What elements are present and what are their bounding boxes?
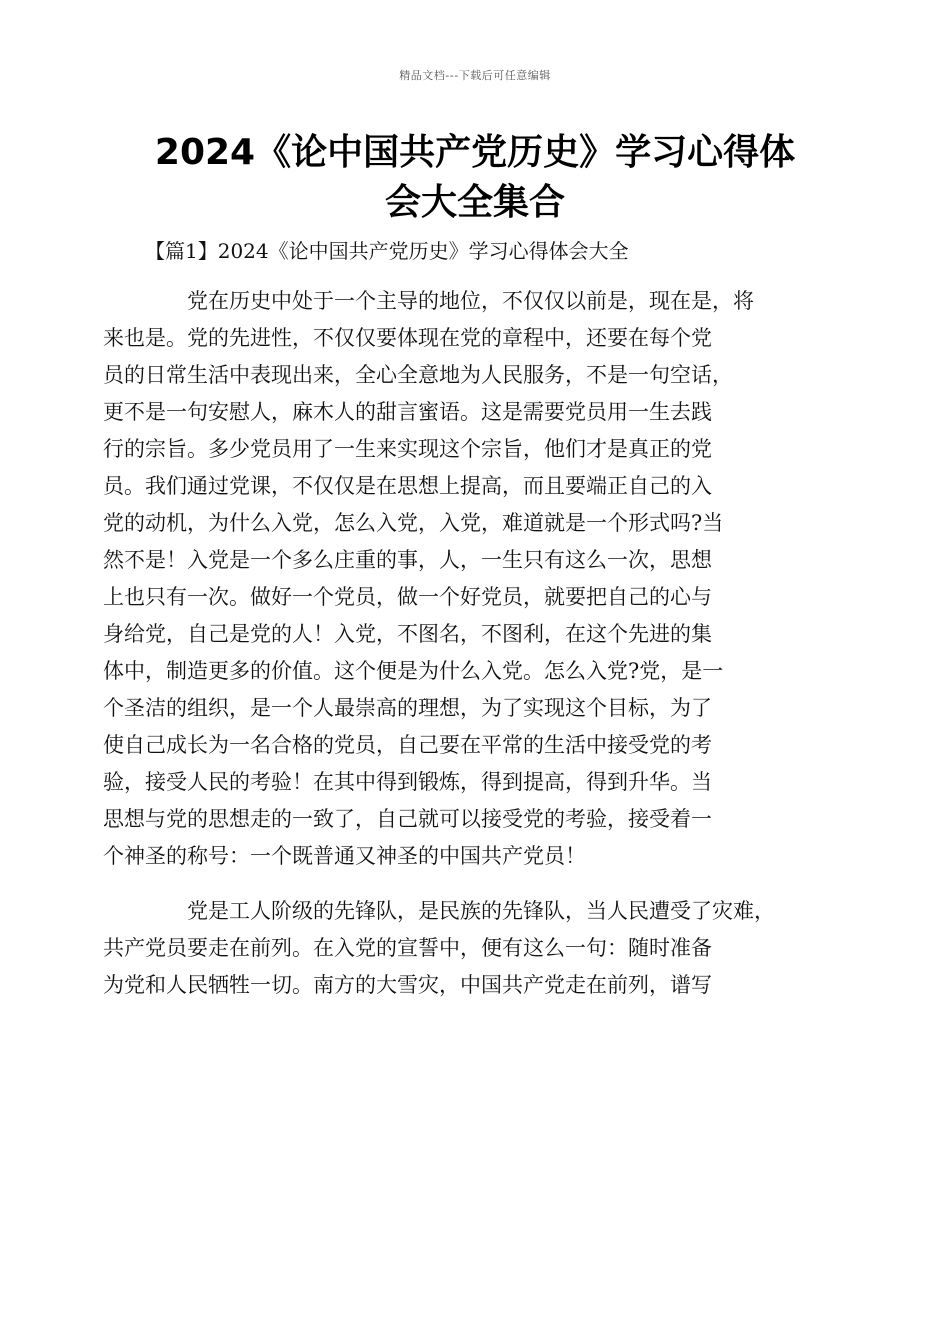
text-line: 党是工人阶级的先锋队，是民族的先锋队，当人民遭受了灾难， bbox=[187, 899, 775, 923]
text-line: 员的日常生活中表现出来，全心全意地为人民服务，不是一句空话， bbox=[103, 363, 733, 387]
section-heading: 【篇1】2024《论中国共产党历史》学习心得体会大全 bbox=[145, 239, 629, 263]
document-title bbox=[90, 128, 860, 228]
text-line: 个神圣的称号：一个既普通又神圣的中国共产党员！ bbox=[103, 844, 586, 868]
text-line: 上也只有一次。做好一个党员，做一个好党员，就要把自己的心与 bbox=[103, 585, 712, 609]
text-line: 使自己成长为一名合格的党员，自己要在平常的生活中接受党的考 bbox=[103, 733, 712, 757]
text-line: 身给党，自己是党的人！入党，不图名，不图利，在这个先进的集 bbox=[103, 622, 712, 646]
text-line: 来也是。党的先进性，不仅仅要体现在党的章程中，还要在每个党 bbox=[103, 326, 712, 350]
text-line: 为党和人民牺牲一切。南方的大雪灾，中国共产党走在前列，谱写 bbox=[103, 973, 712, 997]
text-line: 思想与党的思想走的一致了，自己就可以接受党的考验，接受着一 bbox=[103, 807, 712, 831]
text-line: 行的宗旨。多少党员用了一生来实现这个宗旨，他们才是真正的党 bbox=[103, 437, 712, 461]
paragraph-2 bbox=[103, 893, 825, 1004]
text-line: 个圣洁的组织，是一个人最崇高的理想，为了实现这个目标，为了 bbox=[103, 696, 712, 720]
text-line: 员。我们通过党课，不仅仅是在思想上提高，而且要端正自己的入 bbox=[103, 474, 712, 498]
title-line-1: 2024《论中国共产党历史》学习心得体 bbox=[154, 132, 796, 173]
header-watermark: 精品文档---下载后可任意编辑 bbox=[399, 69, 551, 82]
document-body bbox=[103, 283, 825, 1022]
title-line-2: 会大全集合 bbox=[384, 182, 565, 223]
paragraph-1 bbox=[103, 283, 825, 875]
text-line: 共产党员要走在前列。在入党的宣誓中，便有这么一句：随时准备 bbox=[103, 936, 712, 960]
text-line: 然不是！入党是一个多么庄重的事，人，一生只有这么一次，思想 bbox=[103, 548, 712, 572]
text-line: 更不是一句安慰人，麻木人的甜言蜜语。这是需要党员用一生去践 bbox=[103, 400, 712, 424]
text-line: 党在历史中处于一个主导的地位，不仅仅以前是，现在是，将 bbox=[187, 289, 754, 313]
text-line: 党的动机，为什么入党，怎么入党，入党，难道就是一个形式吗?当 bbox=[103, 511, 724, 535]
text-line: 体中，制造更多的价值。这个便是为什么入党。怎么入党?党，是一 bbox=[103, 659, 724, 683]
text-line: 验，接受人民的考验！在其中得到锻炼，得到提高，得到升华。当 bbox=[103, 770, 712, 794]
